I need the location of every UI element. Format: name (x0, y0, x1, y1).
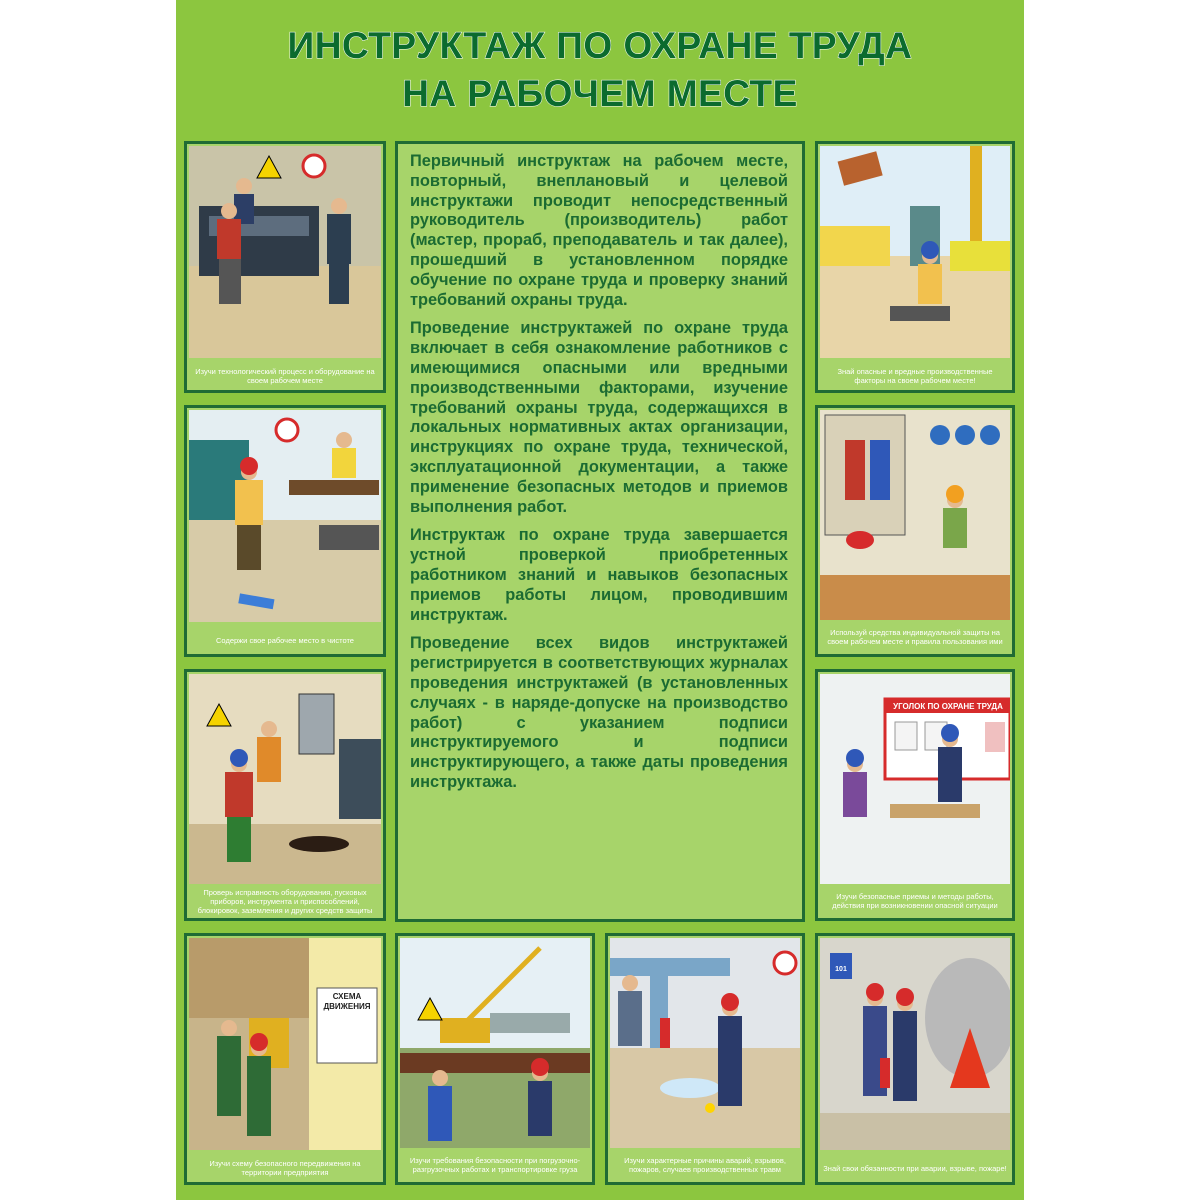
title-line-1: ИНСТРУКТАЖ ПО ОХРАНЕ ТРУДА (287, 25, 913, 66)
paragraph-4: Проведение всех видов инструктажей регистрируется в соответствующих журналах проведения инструктажей (в установленных случаях - в наряде-допуске на производство работ) с указанием подписи инструктируемого и подписи инструктирующего, а также даты проведения инструктажа. (410, 634, 788, 791)
panel-caption: Знай свои обязанности при аварии, взрыве, пожаре! (823, 1163, 1007, 1173)
illustration-electrical-panel (189, 674, 381, 884)
illustration-construction-site (820, 146, 1010, 362)
illustration-pipe-leak (610, 938, 800, 1148)
safety-corner-sign: УГОЛОК ПО ОХРАНЕ ТРУДА (893, 702, 1003, 711)
title-line-2: НА РАБОЧЕМ МЕСТЕ (402, 73, 798, 114)
paragraph-3: Инструктаж по охране труда завершается устной проверкой приобретенных работником знаний и навыков безопасных приемов работы лицом, проводившим инструктаж. (410, 526, 788, 624)
illustration-cleaning (189, 410, 381, 626)
panel-safe-methods (815, 669, 1015, 921)
illustration-warehouse (189, 938, 381, 1154)
panel-cleanliness (184, 405, 386, 657)
panel-emergency-duties (815, 933, 1015, 1185)
poster-title (176, 22, 1024, 118)
panel-caption: Содержи свое рабочее место в чистоте (216, 635, 354, 645)
panel-caption: Знай опасные и вредные производственные факторы на своем рабочем месте! (837, 367, 993, 385)
panel-caption: Изучи безопасные приемы и методы работы, действия при возникновении опасной ситуации (832, 892, 998, 910)
panel-ppe (815, 405, 1015, 657)
panel-traffic-scheme (184, 933, 386, 1185)
panel-caption: Используй средства индивидуальной защиты на своем рабочем месте и правила пользования ими (827, 628, 1003, 646)
panel-technology (184, 141, 386, 393)
panel-caption: Изучи требования безопасности при погрузочно-разгрузочных работах и транспортировке груза (409, 1156, 581, 1174)
illustration-machine-shop (189, 146, 381, 362)
illustration-crane-loading (400, 938, 590, 1148)
panel-caption: Изучи характерные причины аварий, взрывов, пожаров, случаев производственных травм (624, 1156, 786, 1174)
paragraph-1: Первичный инструктаж на рабочем месте, повторный, внеплановый и целевой инструктажи проводит непосредственный руководитель (производитель) работ (мастер, прораб, преподаватель и так далее), прошедший в установленном порядке обучение по охране труда и проверку знаний требований охраны труда. (410, 152, 788, 309)
illustration-locker-room (820, 410, 1010, 620)
paragraph-2: Проведение инструктажей по охране труда включает в себя ознакомление работников с имеющимися опасными или вредными производственными факторами, изучение требований охраны труда, содержащихся в локальных нормативных актах организации, инструкциях по охране труда, технической, эксплуатационной документации, а также применение безопасных методов и приемов выполнения работ. (410, 319, 788, 516)
panel-caption: Изучи технологический процесс и оборудование на своем рабочем месте (195, 367, 375, 385)
scheme-sign-line-2: ДВИЖЕНИЯ (323, 1002, 371, 1011)
instruction-text-box (395, 141, 805, 922)
panel-caption: Проверь исправность оборудования, пусковых приборов, инструмента и приспособлений, блокировок, заземления и других средств защиты (197, 887, 373, 915)
illustration-safety-corner (820, 674, 1010, 884)
panel-hazard-factors (815, 141, 1015, 393)
room-number: 101 (835, 966, 847, 973)
scheme-sign-line-1: СХЕМА (332, 992, 362, 1001)
panel-accident-causes (605, 933, 805, 1185)
panel-equipment-check (184, 669, 386, 921)
panel-caption: Изучи схему безопасного передвижения на территории предприятия (209, 1159, 361, 1177)
illustration-fire-extinguishing (820, 938, 1010, 1154)
panel-loading-safety (395, 933, 595, 1185)
